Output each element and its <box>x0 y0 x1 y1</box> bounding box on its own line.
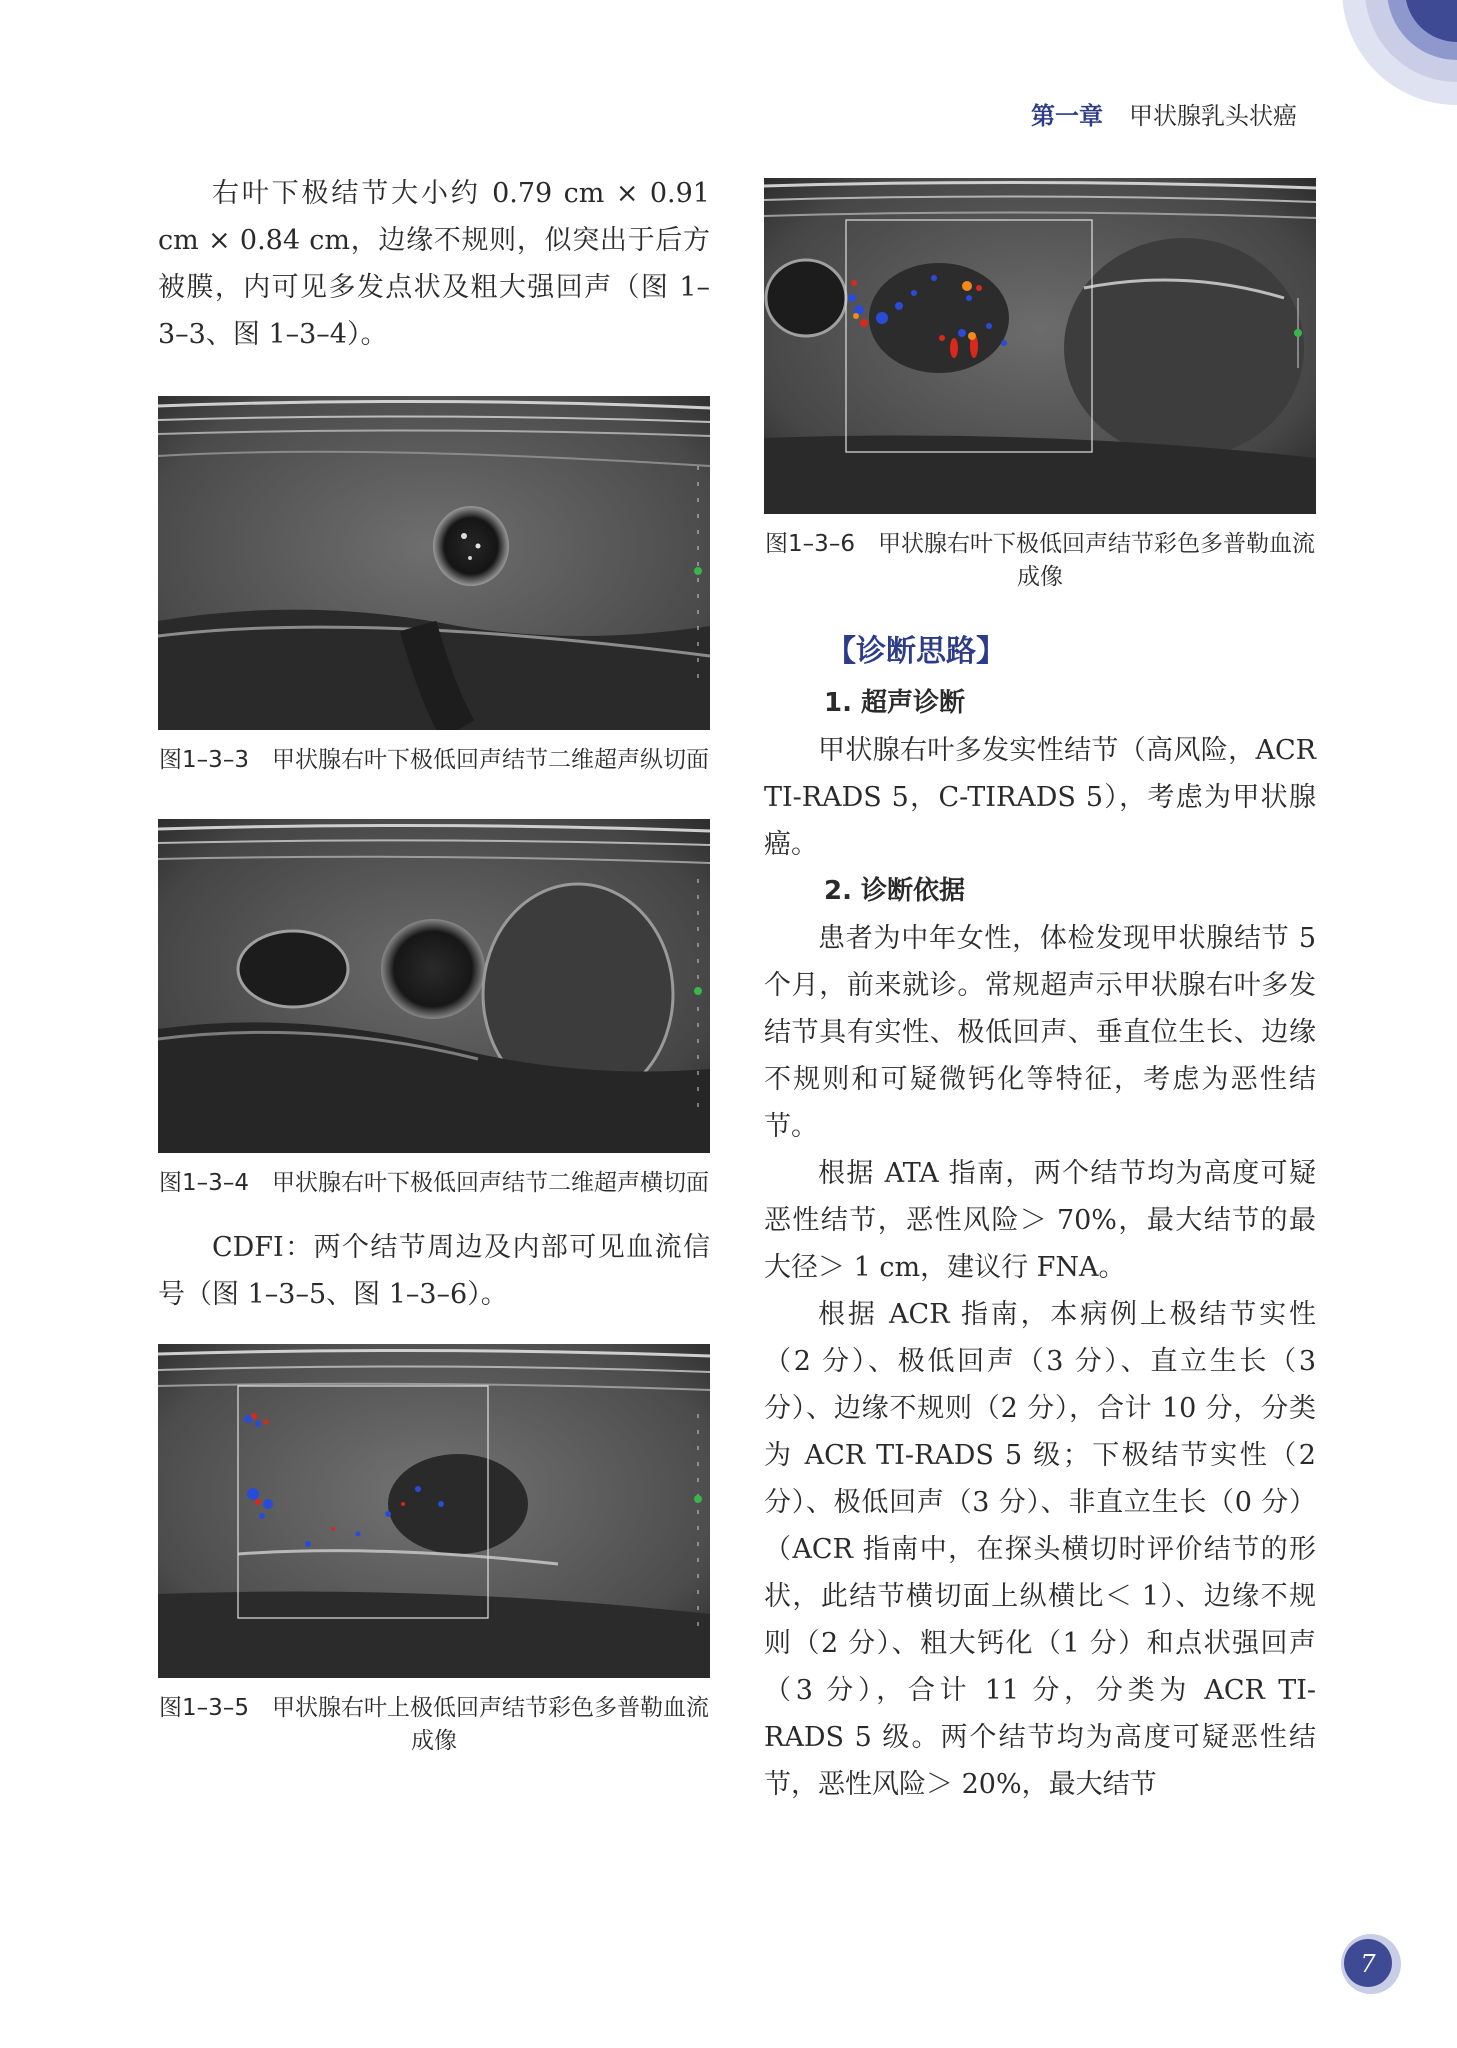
ultrasound-figure-1-3-4 <box>158 819 710 1153</box>
paragraph-nodule-size: 右叶下极结节大小约 0.79 cm × 0.91 cm × 0.84 cm，边缘不规则，似突出于后方被膜，内可见多发点状及粗大强回声（图 1–3–3、图 1–3–4）。 <box>158 178 710 350</box>
paragraph-ata-guideline: 根据 ATA 指南，两个结节均为高度可疑恶性结节，恶性风险＞ 70%，最大结节的最大径＞ 1 cm，建议行 FNA。 <box>764 1158 1316 1283</box>
figure-caption-1-3-5: 图1–3–5 甲状腺右叶上极低回声结节彩色多普勒血流成像 <box>159 1695 709 1754</box>
running-header <box>1031 96 1297 131</box>
page-number: 7 <box>1360 1950 1376 1978</box>
doppler-figure-1-3-6 <box>764 178 1316 514</box>
paragraph-cdfi: CDFI：两个结节周边及内部可见血流信号（图 1–3–5、图 1–3–6）。 <box>158 1232 710 1310</box>
left-column <box>158 170 710 1758</box>
section-title-diagnostic-reasoning: 【诊断思路】 <box>826 634 1006 669</box>
ultrasound-figure-1-3-3 <box>158 396 710 730</box>
right-column <box>764 178 1316 1808</box>
figure-caption-1-3-6: 图1–3–6 甲状腺右叶下极低回声结节彩色多普勒血流成像 <box>765 531 1315 590</box>
subheading-diagnostic-basis: 2. 诊断依据 <box>824 876 966 906</box>
paragraph-patient-history: 患者为中年女性，体检发现甲状腺结节 5 个月，前来就诊。常规超声示甲状腺右叶多发结节具有实性、极低回声、垂直位生长、边缘不规则和可疑微钙化等特征，考虑为恶性结节。 <box>764 923 1316 1142</box>
figure-caption-1-3-3: 图1–3–3 甲状腺右叶下极低回声结节二维超声纵切面 <box>159 747 709 773</box>
paragraph-acr-guideline: 根据 ACR 指南，本病例上极结节实性（2 分）、极低回声（3 分）、直立生长（3 分）、边缘不规则（2 分），合计 10 分，分类为 ACR TI-RADS 5 级；下极结节实性（2 分）、极低回声（3 分）、非直立生长（0 分）（ACR 指南中，在探头横切时评价结节的形状，此结节横切面上纵横比＜ 1）、边缘不规则（2 分）、粗大钙化（1 分）和点状强回声（3 分），合计 11 分，分类为 ACR TI-RADS 5 级。两个结节均为高度可疑恶性结节，恶性风险＞ 20%，最大结节 <box>764 1299 1316 1800</box>
figure-caption-1-3-4: 图1–3–4 甲状腺右叶下极低回声结节二维超声横切面 <box>159 1170 709 1196</box>
subheading-ultrasound-diagnosis: 1. 超声诊断 <box>824 688 966 718</box>
page-number-badge <box>1335 1930 1401 1996</box>
paragraph-diagnosis: 甲状腺右叶多发实性结节（高风险，ACR TI-RADS 5，C-TIRADS 5），考虑为甲状腺癌。 <box>764 735 1316 860</box>
chapter-title: 甲状腺乳头状癌 <box>1129 102 1297 130</box>
doppler-figure-1-3-5 <box>158 1344 710 1678</box>
chapter-label: 第一章 <box>1031 102 1103 130</box>
